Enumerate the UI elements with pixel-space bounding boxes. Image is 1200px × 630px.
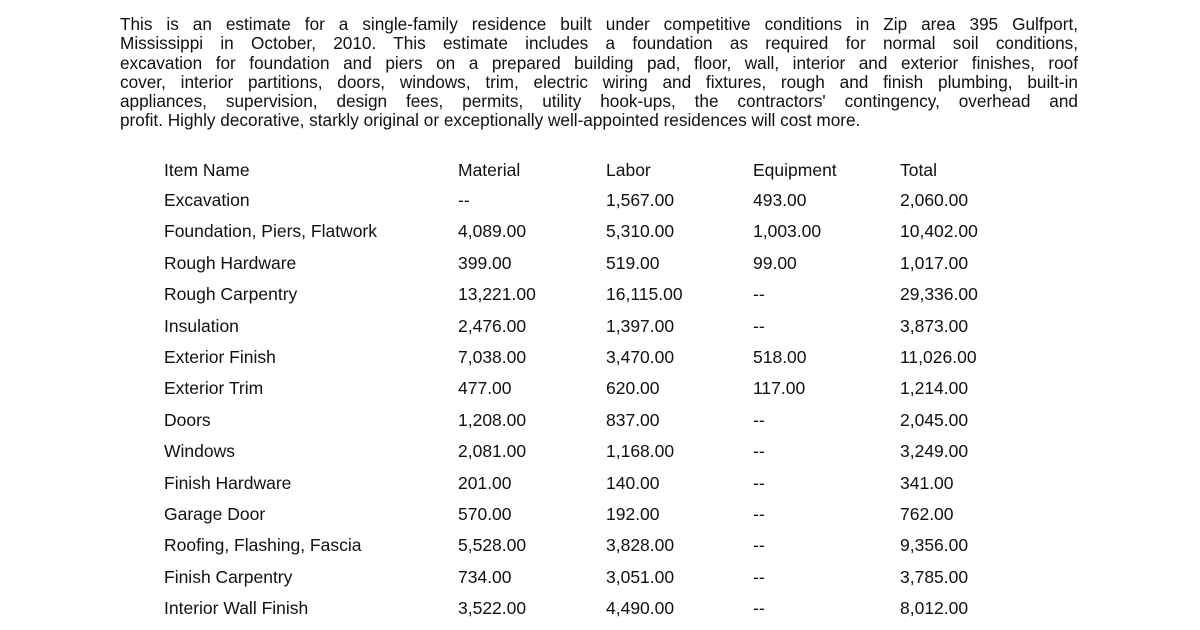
cell-equipment: 1,003.00 (753, 221, 822, 242)
cell-item-name: Roofing, Flashing, Fascia (164, 535, 362, 556)
cell-material: 734.00 (458, 566, 512, 587)
cell-labor: 140.00 (606, 472, 660, 493)
cell-labor: 3,470.00 (606, 347, 675, 368)
cell-material: 477.00 (458, 378, 512, 399)
cell-labor: 4,490.00 (606, 598, 675, 619)
cell-labor: 519.00 (606, 252, 660, 273)
table-row (164, 468, 1020, 499)
cell-item-name: Exterior Finish (164, 347, 276, 368)
cell-labor: 620.00 (606, 378, 660, 399)
cell-total: 3,873.00 (900, 315, 969, 336)
cell-equipment: 493.00 (753, 190, 807, 210)
cell-item-name: Windows (164, 441, 235, 462)
cell-total: 11,026.00 (900, 347, 977, 368)
cell-total: 2,060.00 (900, 190, 969, 210)
cell-material: 5,528.00 (458, 535, 527, 556)
table-row (164, 562, 1020, 593)
cost-estimate-table (164, 155, 1020, 625)
cell-material: 399.00 (458, 252, 512, 273)
cell-equipment: -- (753, 315, 765, 336)
cell-total: 3,785.00 (900, 566, 969, 587)
cell-equipment: -- (753, 409, 765, 430)
table-row (164, 311, 1020, 342)
table-row (164, 530, 1020, 561)
cell-item-name: Rough Hardware (164, 252, 297, 273)
table-row (164, 279, 1020, 310)
cell-item-name: Exterior Trim (164, 378, 264, 399)
table-row (164, 436, 1020, 467)
table-row (164, 216, 1020, 247)
cell-material: 2,476.00 (458, 315, 527, 336)
table-row (164, 342, 1020, 373)
header-item-name: Item Name (164, 160, 250, 180)
header-labor: Labor (606, 160, 651, 180)
cell-total: 29,336.00 (900, 284, 978, 305)
cell-item-name: Finish Carpentry (164, 566, 293, 587)
cell-total: 1,017.00 (900, 252, 969, 273)
table-row (164, 248, 1020, 279)
table-row (164, 593, 1020, 624)
cell-labor: 1,397.00 (606, 315, 675, 336)
table-row (164, 185, 1020, 216)
cell-labor: 1,567.00 (606, 190, 675, 210)
cell-equipment: 518.00 (753, 347, 807, 368)
table-body (164, 185, 1020, 625)
cell-equipment: -- (753, 504, 765, 525)
cell-material: 1,208.00 (458, 409, 527, 430)
cell-total: 2,045.00 (900, 409, 969, 430)
cell-equipment: -- (753, 284, 765, 305)
cell-material: 570.00 (458, 504, 512, 525)
cell-equipment: -- (753, 472, 765, 493)
cell-equipment: 117.00 (753, 378, 806, 399)
cell-labor: 1,168.00 (606, 441, 675, 462)
cell-material: 3,522.00 (458, 598, 527, 619)
cell-labor: 837.00 (606, 409, 660, 430)
cell-item-name: Finish Hardware (164, 472, 292, 493)
table-header (164, 155, 1020, 185)
cell-total: 3,249.00 (900, 441, 969, 462)
cell-item-name: Excavation (164, 190, 250, 210)
cell-total: 762.00 (900, 504, 954, 525)
description-line: This is an estimate for a single-family residence built under competitive conditions in Zip area 395 Gulfport, (120, 14, 1078, 34)
cell-total: 1,214.00 (900, 378, 969, 399)
header-material: Material (458, 160, 521, 180)
cell-total: 341.00 (900, 472, 954, 493)
cell-material: 201.00 (458, 472, 512, 493)
cell-item-name: Foundation, Piers, Flatwork (164, 221, 378, 242)
description-line: appliances, supervision, design fees, permits, utility hook-ups, the contractors' contingency, overhead and (120, 91, 1078, 112)
cell-material: -- (458, 190, 470, 210)
cell-material: 2,081.00 (458, 441, 527, 462)
cell-labor: 192.00 (606, 504, 660, 525)
cell-labor: 3,828.00 (606, 535, 675, 556)
estimate-description (120, 15, 1078, 131)
cell-total: 10,402.00 (900, 221, 978, 242)
table-row (164, 405, 1020, 436)
description-line: excavation for foundation and piers on a prepared building pad, floor, wall, interior and exterior finishes, roof (120, 52, 1078, 73)
cell-equipment: -- (753, 535, 765, 556)
description-line: cover, interior partitions, doors, windows, trim, electric wiring and fixtures, rough and finish plumbing, built-in (120, 71, 1078, 92)
cell-item-name: Interior Wall Finish (164, 598, 309, 619)
cell-item-name: Garage Door (164, 504, 266, 525)
cell-equipment: -- (753, 566, 765, 587)
header-total: Total (900, 160, 937, 180)
cell-total: 9,356.00 (900, 535, 969, 556)
cell-material: 7,038.00 (458, 347, 527, 368)
cell-item-name: Rough Carpentry (164, 284, 298, 305)
cell-total: 8,012.00 (900, 598, 969, 619)
table-row (164, 499, 1020, 530)
cell-material: 4,089.00 (458, 221, 527, 242)
cell-item-name: Doors (164, 409, 211, 430)
header-row (164, 155, 1020, 185)
cell-item-name: Insulation (164, 315, 239, 336)
description-line: profit. Highly decorative, starkly original or exceptionally well-appointed residences will cost more. (120, 110, 861, 131)
cell-equipment: 99.00 (753, 252, 797, 273)
cell-labor: 3,051.00 (606, 566, 675, 587)
description-line: Mississippi in October, 2010. This estimate includes a foundation as required for normal soil conditions, (120, 33, 1078, 54)
cell-equipment: -- (753, 441, 765, 462)
cell-labor: 16,115.00 (606, 284, 683, 305)
header-equipment: Equipment (753, 160, 837, 180)
cell-equipment: -- (753, 598, 765, 619)
cell-material: 13,221.00 (458, 284, 536, 305)
table-row (164, 373, 1020, 404)
cell-labor: 5,310.00 (606, 221, 675, 242)
